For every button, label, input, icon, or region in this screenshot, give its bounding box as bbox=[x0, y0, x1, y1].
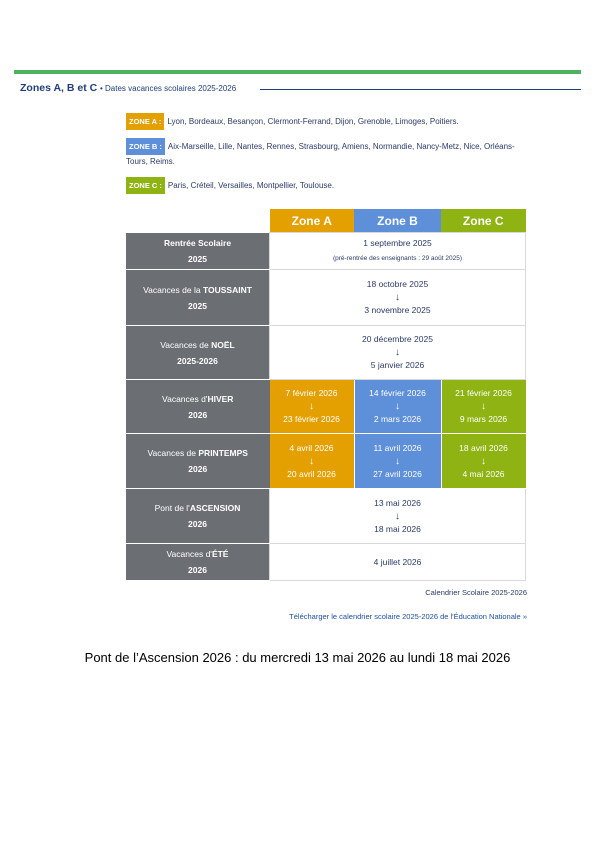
row-label-hiver: Vacances d'HIVER 2026 bbox=[126, 380, 270, 434]
hiver-zone-b-cell: 14 février 2026 ↓ 2 mars 2026 bbox=[354, 380, 441, 434]
noel-dates-cell: 20 décembre 2025 ↓ 5 janvier 2026 bbox=[270, 326, 526, 380]
printemps-zone-b-cell: 11 avril 2026 ↓ 27 avril 2026 bbox=[354, 434, 441, 489]
zone-a-description bbox=[126, 113, 536, 130]
row-label-rentree: Rentrée Scolaire 2025 bbox=[126, 233, 270, 270]
arrow-down-icon: ↓ bbox=[481, 455, 486, 467]
table-row bbox=[126, 233, 526, 270]
arrow-down-icon: ↓ bbox=[395, 292, 400, 303]
zone-c-cities: Paris, Créteil, Versailles, Montpellier, Toulouse. bbox=[167, 181, 335, 190]
zone-a-cities: Lyon, Bordeaux, Besançon, Clermont-Ferrand, Dijon, Grenoble, Limoges, Poitiers. bbox=[167, 117, 459, 126]
arrow-down-icon: ↓ bbox=[309, 455, 314, 467]
arrow-down-icon: ↓ bbox=[395, 347, 400, 358]
rentree-date-cell: 1 septembre 2025 (pré-rentrée des enseignants : 29 août 2025) bbox=[270, 233, 526, 270]
table-row bbox=[126, 489, 526, 544]
ascension-dates-cell: 13 mai 2026 ↓ 18 mai 2026 bbox=[270, 489, 526, 544]
hiver-zone-a-cell: 7 février 2026 ↓ 23 février 2026 bbox=[270, 380, 355, 434]
table-row bbox=[126, 434, 526, 489]
table-row bbox=[126, 380, 526, 434]
table-row bbox=[126, 544, 526, 581]
arrow-down-icon: ↓ bbox=[309, 401, 314, 412]
arrow-down-icon: ↓ bbox=[481, 401, 486, 412]
zone-c-description bbox=[126, 177, 536, 194]
row-label-ete: Vacances d'ÉTÉ 2026 bbox=[126, 544, 270, 581]
row-label-noel: Vacances de NOËL 2025-2026 bbox=[126, 326, 270, 380]
header-green-bar bbox=[14, 70, 581, 74]
arrow-down-icon: ↓ bbox=[395, 401, 400, 412]
printemps-zone-c-cell: 18 avril 2026 ↓ 4 mai 2026 bbox=[441, 434, 526, 489]
header-zone-a: Zone A bbox=[270, 209, 355, 233]
toussaint-dates-cell: 18 octobre 2025 ↓ 3 novembre 2025 bbox=[270, 270, 526, 326]
heading-subtitle: • Dates vacances scolaires 2025-2026 bbox=[99, 84, 237, 93]
download-calendar-link[interactable]: Télécharger le calendrier scolaire 2025-2026 de l'Éducation Nationale » bbox=[289, 612, 527, 621]
zone-a-badge: ZONE A : bbox=[126, 113, 164, 130]
header-zone-b: Zone B bbox=[354, 209, 441, 233]
row-label-ascension: Pont de l'ASCENSION 2026 bbox=[126, 489, 270, 544]
zone-c-badge: ZONE C : bbox=[126, 177, 165, 194]
school-calendar-table bbox=[126, 209, 526, 581]
heading-divider bbox=[260, 89, 581, 90]
zone-b-description bbox=[126, 138, 536, 168]
table-caption: Calendrier Scolaire 2025-2026 bbox=[425, 588, 527, 597]
table-row bbox=[126, 270, 526, 326]
zone-b-cities: Aix-Marseille, Lille, Nantes, Rennes, Strasbourg, Amiens, Normandie, Nancy-Metz, Nice, Orléans-Tours, Reims. bbox=[126, 142, 515, 166]
zone-b-badge: ZONE B : bbox=[126, 138, 165, 155]
arrow-down-icon: ↓ bbox=[395, 455, 400, 467]
printemps-zone-a-cell: 4 avril 2026 ↓ 20 avril 2026 bbox=[270, 434, 355, 489]
table-header-row bbox=[126, 209, 526, 233]
table-row bbox=[126, 326, 526, 380]
ete-date-cell: 4 juillet 2026 bbox=[270, 544, 526, 581]
section-heading bbox=[20, 82, 236, 94]
hiver-zone-c-cell: 21 février 2026 ↓ 9 mars 2026 bbox=[441, 380, 526, 434]
arrow-down-icon: ↓ bbox=[395, 510, 400, 522]
heading-title: Zones A, B et C bbox=[20, 82, 98, 94]
ascension-summary: Pont de l’Ascension 2026 : du mercredi 13 mai 2026 au lundi 18 mai 2026 bbox=[84, 650, 511, 665]
row-label-printemps: Vacances de PRINTEMPS 2026 bbox=[126, 434, 270, 489]
rentree-note: (pré-rentrée des enseignants : 29 août 2025) bbox=[332, 255, 462, 262]
header-zone-c: Zone C bbox=[441, 209, 526, 233]
row-label-toussaint: Vacances de la TOUSSAINT 2025 bbox=[126, 270, 270, 326]
